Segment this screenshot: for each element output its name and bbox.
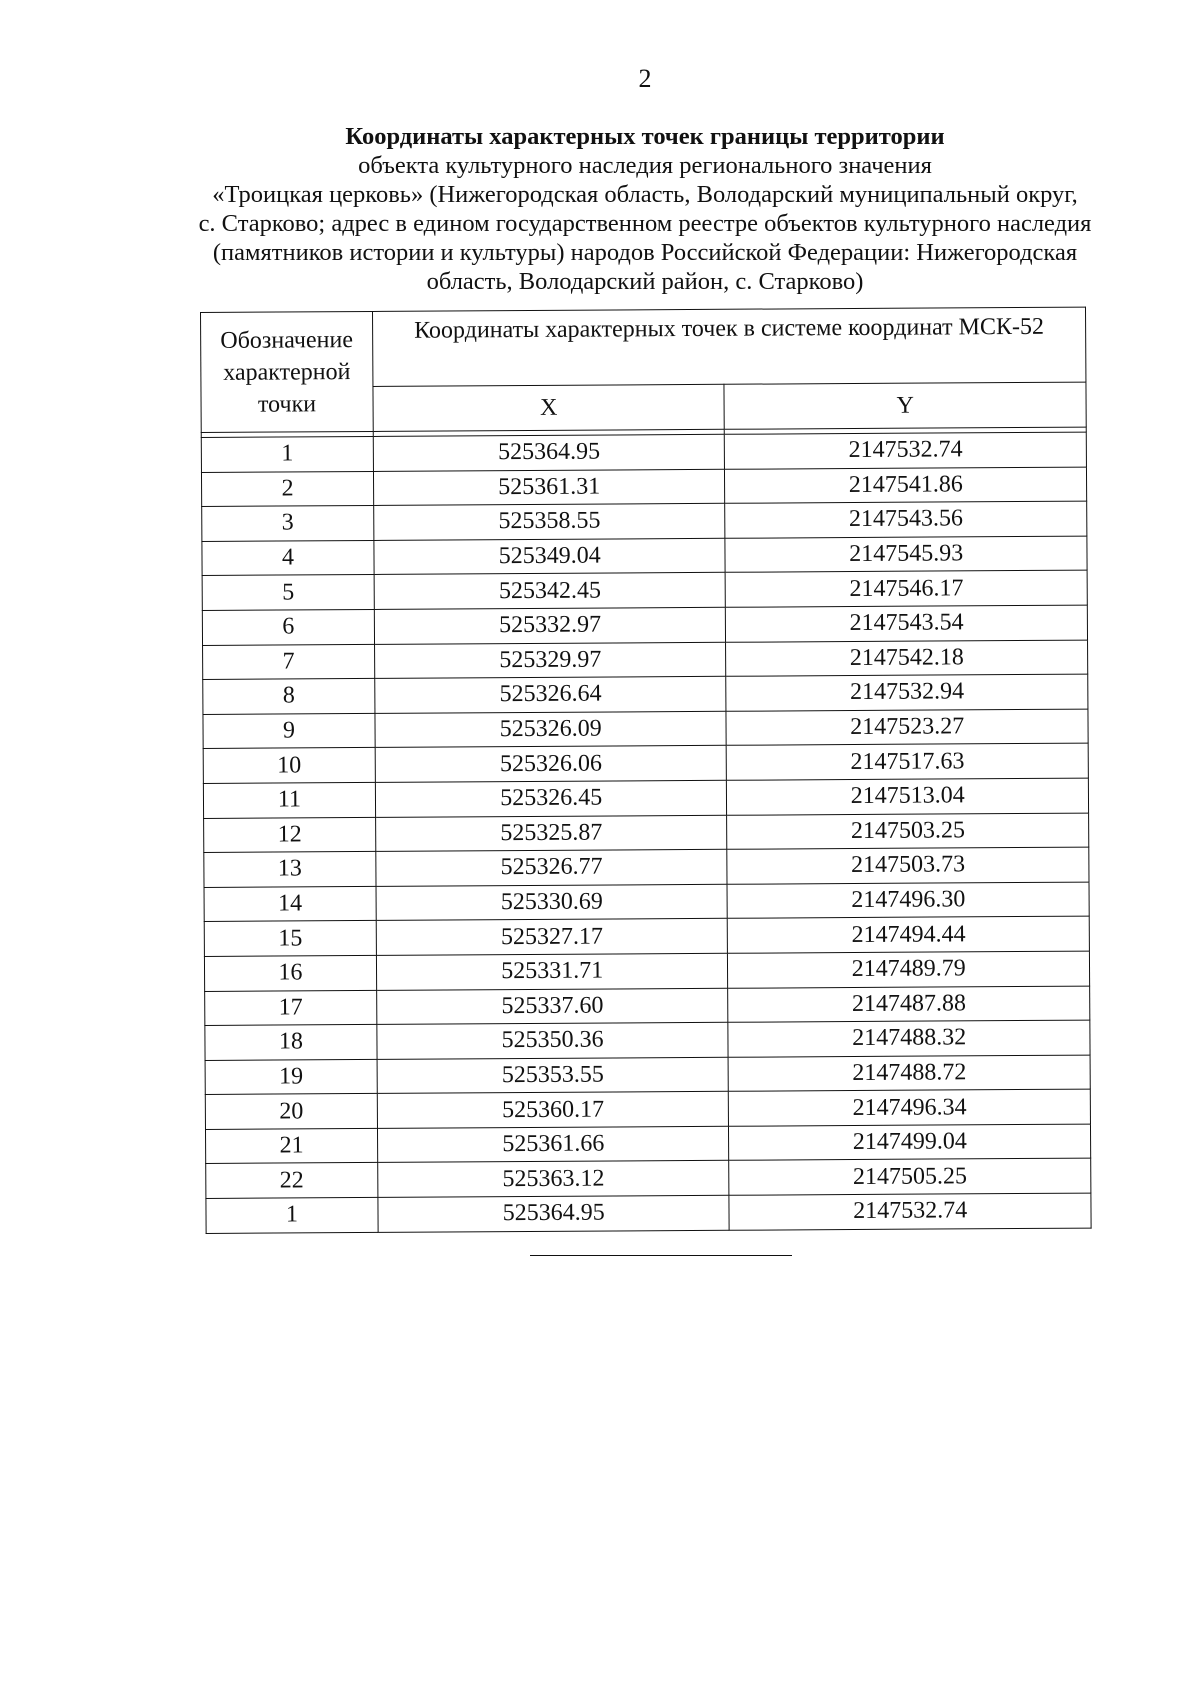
cell-x: 525329.97 xyxy=(374,642,726,679)
cell-y: 2147503.73 xyxy=(727,847,1089,884)
cell-y: 2147494.44 xyxy=(728,916,1090,953)
heading-line: с. Старково; адрес в едином государственном реестре объектов культурного наследия xyxy=(198,210,1092,237)
table-row xyxy=(205,986,1090,1026)
document-heading xyxy=(150,122,1140,296)
table-row xyxy=(206,1193,1091,1233)
cell-x: 525358.55 xyxy=(374,503,726,540)
cell-point: 18 xyxy=(205,1025,377,1061)
heading-line: (памятников истории и культуры) народов Российской Федерации: Нижегородская xyxy=(212,239,1078,266)
cell-x: 525349.04 xyxy=(374,538,726,575)
heading-line: «Троицкая церковь» (Нижегородская область, Володарский муниципальный округ, xyxy=(212,181,1078,208)
cell-x: 525330.69 xyxy=(376,884,728,921)
cell-x: 525325.87 xyxy=(376,815,728,852)
cell-x: 525364.95 xyxy=(378,1195,730,1232)
table-body xyxy=(201,432,1091,1233)
cell-x: 525326.64 xyxy=(375,676,727,713)
cell-point: 14 xyxy=(204,886,376,922)
cell-y: 2147541.86 xyxy=(725,467,1087,504)
cell-x: 525361.66 xyxy=(377,1126,729,1163)
table-row xyxy=(202,501,1087,541)
cell-point: 22 xyxy=(206,1163,378,1199)
cell-y: 2147505.25 xyxy=(729,1159,1091,1196)
heading-title: Координаты характерных точек границы территории xyxy=(345,123,945,150)
cell-point: 17 xyxy=(205,990,377,1026)
cell-y: 2147517.63 xyxy=(727,743,1089,780)
table-row xyxy=(201,432,1086,472)
cell-x: 525326.09 xyxy=(375,711,727,748)
cell-x: 525361.31 xyxy=(373,469,725,506)
header-x: X xyxy=(373,384,725,431)
cell-y: 2147532.74 xyxy=(729,1193,1091,1230)
cell-point: 3 xyxy=(202,506,374,542)
heading-line: область, Володарский район, с. Старково) xyxy=(426,268,864,295)
table-row xyxy=(204,847,1089,887)
table-row xyxy=(203,674,1088,714)
cell-x: 525326.77 xyxy=(376,849,728,886)
cell-point: 16 xyxy=(204,955,376,991)
table-row xyxy=(202,605,1087,645)
table-row xyxy=(206,1159,1091,1199)
cell-x: 525326.45 xyxy=(375,780,727,817)
cell-y: 2147546.17 xyxy=(726,570,1088,607)
cell-y: 2147496.30 xyxy=(727,882,1089,919)
table-row xyxy=(202,536,1087,576)
table-row xyxy=(203,640,1088,680)
table-row xyxy=(205,1124,1090,1164)
cell-point: 15 xyxy=(204,921,376,957)
cell-point: 8 xyxy=(203,679,375,715)
header-coordinate-system: Координаты характерных точек в системе координат МСК-52 xyxy=(372,307,1086,386)
table-row xyxy=(204,916,1089,956)
cell-point: 7 xyxy=(203,644,375,680)
table-row xyxy=(203,778,1088,818)
cell-y: 2147499.04 xyxy=(729,1124,1091,1161)
heading-line: объекта культурного наследия регионального значения xyxy=(358,152,932,179)
cell-x: 525327.17 xyxy=(376,919,728,956)
cell-x: 525363.12 xyxy=(378,1161,730,1198)
closing-rule xyxy=(530,1255,792,1256)
table-row xyxy=(204,882,1089,922)
cell-point: 12 xyxy=(204,817,376,853)
cell-x: 525331.71 xyxy=(376,953,728,990)
cell-point: 2 xyxy=(201,471,373,507)
table-row xyxy=(203,709,1088,749)
cell-x: 525332.97 xyxy=(374,607,726,644)
cell-point: 6 xyxy=(202,609,374,645)
cell-x: 525326.06 xyxy=(375,746,727,783)
cell-point: 5 xyxy=(202,575,374,611)
header-point-designation: Обозначение характерной точки xyxy=(201,311,374,432)
cell-point: 1 xyxy=(206,1197,378,1233)
cell-point: 10 xyxy=(203,748,375,784)
cell-y: 2147503.25 xyxy=(727,813,1089,850)
cell-x: 525342.45 xyxy=(374,573,726,610)
table-row xyxy=(205,1089,1090,1129)
table-row xyxy=(202,570,1087,610)
cell-y: 2147489.79 xyxy=(728,951,1090,988)
table-header xyxy=(201,307,1087,437)
cell-y: 2147532.74 xyxy=(725,432,1087,469)
table-row xyxy=(205,1055,1090,1095)
page-number: 2 xyxy=(638,64,652,93)
cell-x: 525353.55 xyxy=(377,1057,729,1094)
cell-y: 2147513.04 xyxy=(727,778,1089,815)
cell-x: 525360.17 xyxy=(377,1092,729,1129)
cell-y: 2147496.34 xyxy=(729,1089,1091,1126)
table-row xyxy=(201,467,1086,507)
cell-point: 21 xyxy=(205,1128,377,1164)
cell-y: 2147543.56 xyxy=(725,501,1087,538)
cell-x: 525364.95 xyxy=(373,434,725,471)
cell-point: 19 xyxy=(205,1059,377,1095)
cell-y: 2147543.54 xyxy=(726,605,1088,642)
cell-point: 9 xyxy=(203,713,375,749)
table-row xyxy=(205,1020,1090,1060)
cell-y: 2147488.32 xyxy=(728,1020,1090,1057)
coordinates-table xyxy=(200,307,1092,1234)
table-row xyxy=(203,743,1088,783)
cell-point: 20 xyxy=(205,1094,377,1130)
table-row xyxy=(204,951,1089,991)
cell-y: 2147487.88 xyxy=(728,986,1090,1023)
cell-x: 525337.60 xyxy=(377,988,729,1025)
cell-point: 1 xyxy=(201,436,373,472)
cell-point: 11 xyxy=(203,782,375,818)
cell-y: 2147545.93 xyxy=(725,536,1087,573)
cell-y: 2147523.27 xyxy=(726,709,1088,746)
cell-point: 13 xyxy=(204,852,376,888)
cell-x: 525350.36 xyxy=(377,1022,729,1059)
cell-y: 2147488.72 xyxy=(729,1055,1091,1092)
table-row xyxy=(204,813,1089,853)
cell-y: 2147542.18 xyxy=(726,640,1088,677)
cell-point: 4 xyxy=(202,540,374,576)
cell-y: 2147532.94 xyxy=(726,674,1088,711)
header-y: Y xyxy=(724,382,1086,429)
